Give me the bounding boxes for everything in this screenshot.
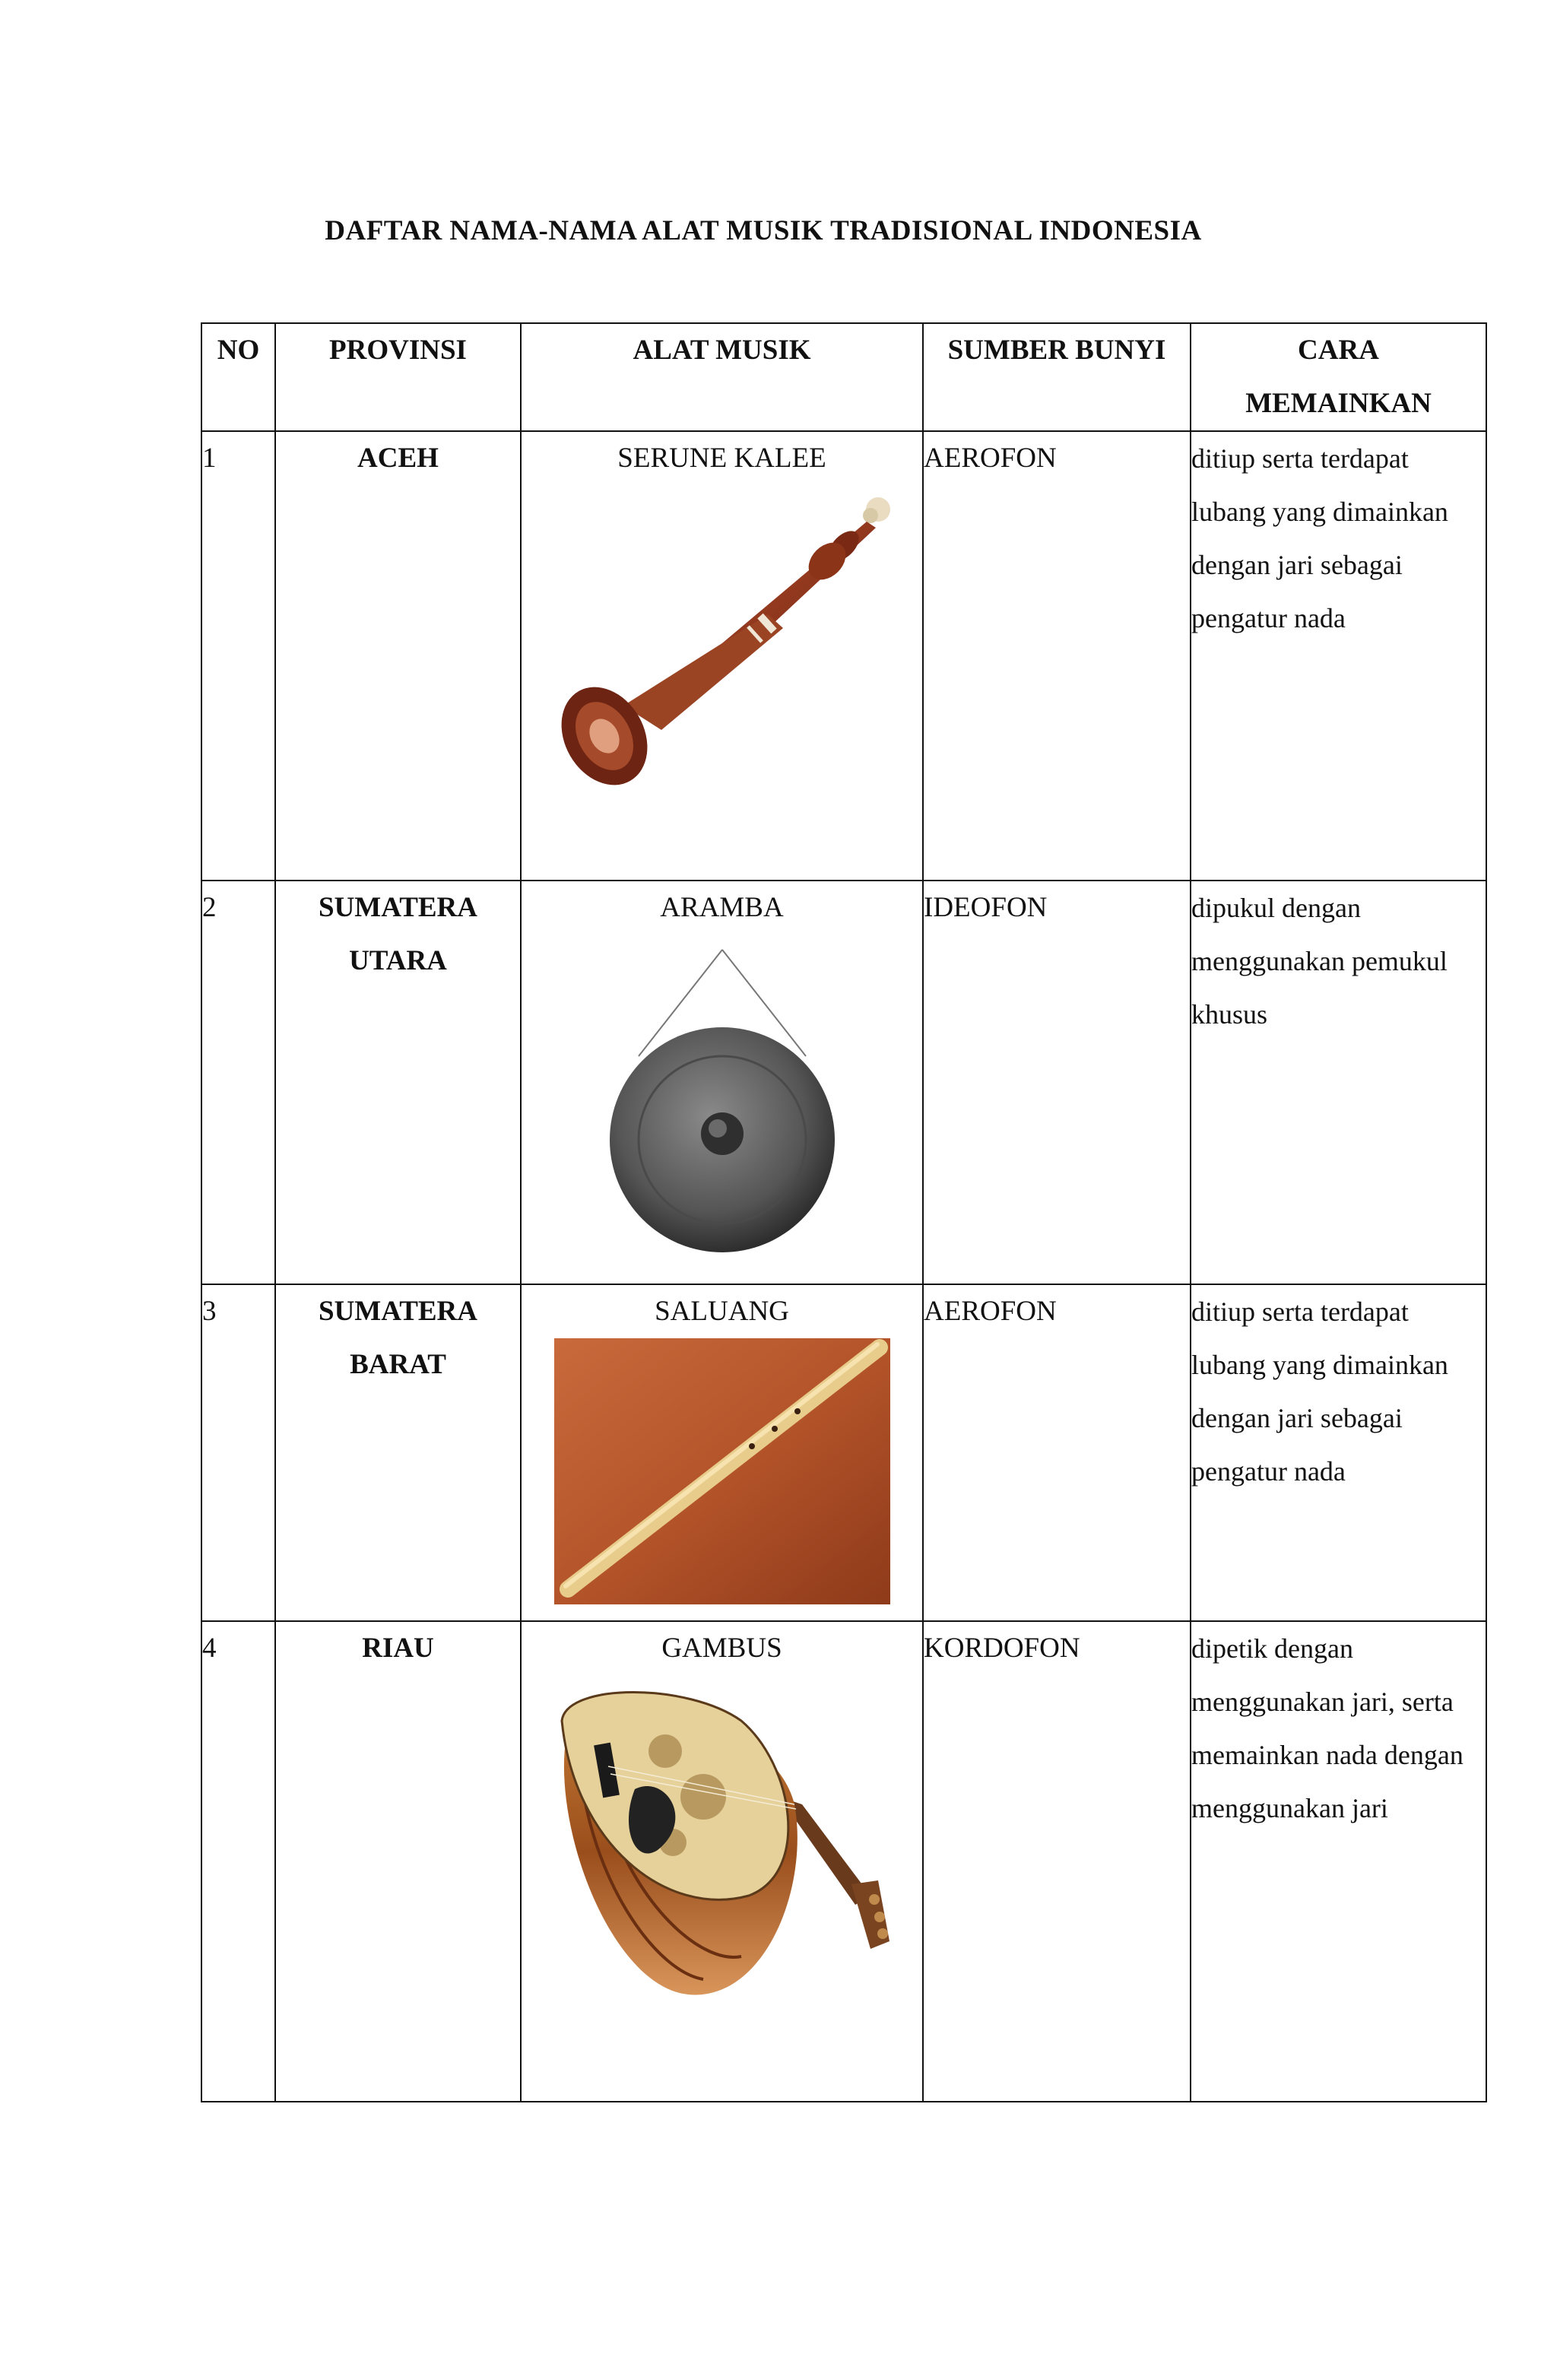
table-row (201, 881, 1486, 1284)
flute-icon (554, 1338, 890, 1604)
header-sumber-bunyi: SUMBER BUNYI (923, 323, 1191, 431)
serune-kalee-icon (532, 485, 912, 804)
page-title-text: DAFTAR NAMA-NAMA ALAT MUSIK TRADISIONAL INDONESIA (325, 215, 1202, 246)
alat-musik-label: SERUNE KALEE (617, 443, 826, 474)
row-provinsi: SUMATERA UTARA (275, 881, 521, 1284)
row-cara-memainkan (1191, 1284, 1486, 1621)
header-cara-memainkan: CARA MEMAINKAN (1191, 323, 1486, 431)
alat-musik-label: ARAMBA (660, 892, 784, 923)
row-sumber-bunyi: AEROFON (923, 431, 1191, 881)
lute-icon (551, 1690, 893, 2010)
row-cara-memainkan (1191, 881, 1486, 1284)
row-sumber-bunyi: AEROFON (923, 1284, 1191, 1621)
row-cara-memainkan (1191, 431, 1486, 881)
page-title (0, 214, 1557, 247)
row-no: 4 (201, 1621, 275, 2102)
cara-memainkan-text: dipukul dengan menggunakan pemukul khusus (1191, 893, 1448, 1030)
header-no: NO (201, 323, 275, 431)
row-alat-musik (521, 1621, 923, 2102)
table-row (201, 431, 1486, 881)
gong-icon (608, 935, 836, 1254)
table-row (201, 1621, 1486, 2102)
row-cara-memainkan (1191, 1621, 1486, 2102)
row-alat-musik (521, 431, 923, 881)
header-alat-musik: ALAT MUSIK (521, 323, 923, 431)
row-provinsi: SUMATERA BARAT (275, 1284, 521, 1621)
row-alat-musik (521, 881, 923, 1284)
row-sumber-bunyi: KORDOFON (923, 1621, 1191, 2102)
row-sumber-bunyi: IDEOFON (923, 881, 1191, 1284)
table-row (201, 1284, 1486, 1621)
row-alat-musik (521, 1284, 923, 1621)
cara-memainkan-text: dipetik dengan menggunakan jari, serta memainkan nada dengan menggunakan jari (1191, 1633, 1463, 1823)
row-no: 3 (201, 1284, 275, 1621)
alat-musik-label: GAMBUS (661, 1633, 782, 1664)
alat-musik-label: SALUANG (655, 1296, 789, 1327)
row-no: 2 (201, 881, 275, 1284)
instrument-table (201, 322, 1487, 2102)
table-header-row (201, 323, 1486, 431)
row-provinsi: RIAU (275, 1621, 521, 2102)
cara-memainkan-text: ditiup serta terdapat lubang yang dimainkan dengan jari sebagai pengatur nada (1191, 1296, 1448, 1487)
row-no: 1 (201, 431, 275, 881)
row-provinsi: ACEH (275, 431, 521, 881)
cara-memainkan-text: ditiup serta terdapat lubang yang dimainkan dengan jari sebagai pengatur nada (1191, 443, 1448, 633)
header-provinsi: PROVINSI (275, 323, 521, 431)
